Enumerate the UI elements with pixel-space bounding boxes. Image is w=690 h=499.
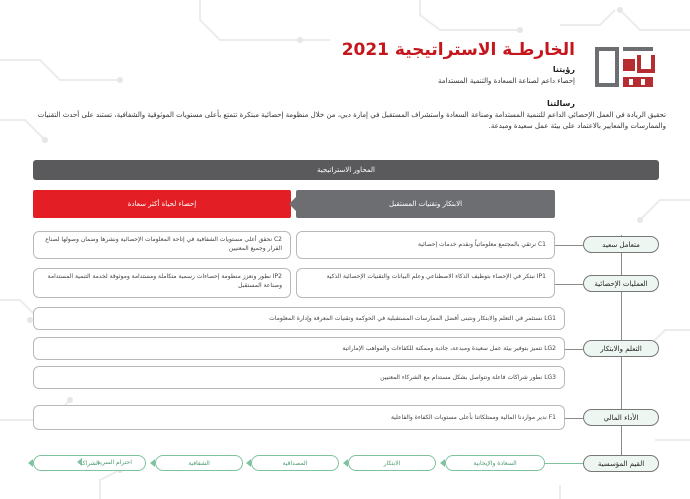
perspective-happy-customer: متعامل سعيد — [583, 236, 659, 253]
perspective-financial-performance: الأداء المالي — [583, 409, 659, 426]
objective-lg3: LG3 نطور شراكات فاعلة ونتواصل بشكل مستدام مع الشركاء المعنيين — [33, 366, 565, 389]
perspective-learning-innovation: التعلم والابتكار — [583, 340, 659, 357]
value-partnership: الشراكة — [33, 455, 146, 471]
objective-c1: C1 نرتقي بالمجتمع معلوماتياً ونقدم خدمات إحصائية — [296, 231, 555, 259]
vision-label: رؤيتنا — [552, 65, 575, 74]
value-happiness-positivity: السعادة والإيجابية — [445, 455, 545, 471]
page-title: الخارطـة الاستراتيجية 2021 — [341, 40, 575, 60]
value-confidentiality: احترام السرية — [83, 455, 146, 471]
value-transparency: الشفافية — [155, 455, 243, 471]
perspective-institutional-values: القيم المؤسسية — [583, 455, 659, 472]
objective-ip1: IP1 نبتكر في الإحصاء بتوظيف الذكاء الاصطناعي وعلم البيانات والتقنيات الإحصائية الذكية — [296, 268, 555, 298]
connector-f1 — [565, 418, 583, 419]
connector-c1 — [555, 245, 583, 246]
objective-f1: F1 ندير مواردنا المالية وممتلكاتنا بأعلى مستويات الكفاءة والفاعلية — [33, 405, 565, 430]
objective-lg2: LG2 نتميز بتوفير بيئة عمل سعيدة ومبدعة، جاذبة وممكنة للكفاءات والمواهب الإماراتية — [33, 337, 565, 360]
connector-ip1 — [555, 284, 583, 285]
perspective-statistical-operations: العمليات الإحصائية — [583, 275, 659, 292]
dubai-statistics-logo — [593, 45, 657, 91]
connector-lg — [565, 349, 583, 350]
objective-c2: C2 نحقق أعلى مستويات الشفافية في إتاحة المعلومات الإحصائية ونشرها وضمان وصولها لصناع القرار وجميع المعنيين — [33, 231, 291, 259]
strategic-axes-header: المحاور الاستراتيجية — [33, 160, 659, 180]
value-innovation: الابتكار — [348, 455, 436, 471]
mission-text: تحقيق الريادة في العمل الإحصائي الداعم للتنمية المستدامة وصناعة السعادة واستشراف المستقبل في إمارة دبي، من خلال منظومة إحصائية مبتكرة تتمتع بأعلى مستويات الموثوقية والشفافية، تستند على أحدث التقنيات والممارسات والمعايير بالاعتماد على بيئة عمل سعيدة ومبدعة. — [37, 111, 666, 130]
objective-lg1: LG1 نستثمر في التعلم والابتكار ونتبنى أفضل الممارسات المستقبلية في الحوكمة وتقنيات المعرفة وإدارة المعلومات — [33, 307, 565, 330]
mission-label: رسالتنا — [546, 99, 575, 108]
axis-happier-life: إحصاء لحياة أكثر سعادة — [33, 190, 291, 218]
values-connector — [545, 463, 583, 464]
value-credibility: المصداقية — [251, 455, 339, 471]
axis-innovation-future-tech: الابتكار وتقنيات المستقبل — [296, 190, 555, 218]
vision-text: إحصاء داعم لصناعة السعادة والتنمية المستدامة — [438, 77, 575, 85]
objective-ip2: IP2 نطور ونعزز منظومة إحصاءات رسمية متكاملة ومستدامة وموثوقة لخدمة التنمية المستدامة وصناعة المستقبل — [33, 268, 291, 298]
